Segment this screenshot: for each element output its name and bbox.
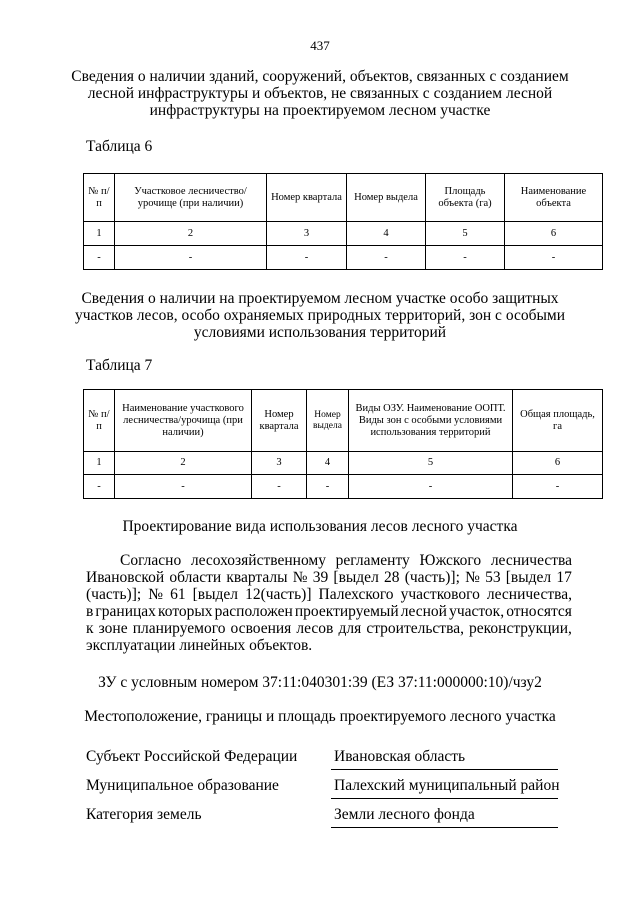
heading-line: лесной инфраструктуры и объектов, не связанных с созданием лесной <box>87 85 553 102</box>
section-title: Проектирование вида использования лесов лесного участка <box>122 518 518 535</box>
table-number-row <box>84 452 603 475</box>
table6 <box>83 173 603 270</box>
word: 61 <box>170 586 186 603</box>
header-cell: Площадь объекта (га) <box>426 174 505 222</box>
word: 28 <box>384 569 400 586</box>
word: лесохозяйственному <box>190 552 326 569</box>
data-cell: - <box>505 246 603 270</box>
heading-line: Сведения о наличии зданий, сооружений, объектов, связанных с созданием <box>71 68 569 85</box>
header-cell: Номер квартала <box>252 390 307 452</box>
field-row <box>86 777 558 801</box>
header-cell: № п/п <box>84 174 115 222</box>
data-cell: - <box>426 246 505 270</box>
table-row <box>84 475 603 499</box>
table6-label: Таблица 6 <box>86 138 153 155</box>
word: участок, <box>449 603 505 620</box>
word: лесов <box>296 620 334 637</box>
field-label: Категория земель <box>86 806 202 823</box>
field-value: Ивановская область <box>331 748 558 770</box>
number-cell: 1 <box>84 452 115 475</box>
word: 39 <box>312 569 329 586</box>
data-cell: - <box>84 246 115 270</box>
word: № <box>292 569 308 586</box>
heading-line: условиями использования территорий <box>193 324 447 341</box>
number-cell: 2 <box>115 452 252 475</box>
field-row <box>86 748 558 772</box>
data-cell: - <box>349 475 513 499</box>
word: лесничества, <box>486 586 572 603</box>
table-number-row <box>84 222 603 246</box>
number-cell: 2 <box>115 222 267 246</box>
number-cell: 4 <box>307 452 349 475</box>
word: № <box>465 569 480 586</box>
location-title: Местоположение, границы и площадь проектируемого лесного участка <box>84 708 556 725</box>
number-cell: 5 <box>426 222 505 246</box>
word: к <box>86 620 94 637</box>
word: для <box>338 620 362 637</box>
word: лесной <box>400 603 447 620</box>
field-row <box>86 806 558 830</box>
paragraph-line <box>86 620 572 637</box>
word: [выдел <box>192 586 239 603</box>
heading-line: Сведения о наличии на проектируемом лесном участке особо защитных <box>81 290 559 307</box>
heading-line: участков лесов, особо охраняемых природных территорий, зон с особыми <box>75 307 565 324</box>
header-cell: Номер выдела <box>347 174 426 222</box>
header-cell: № п/п <box>84 390 115 452</box>
word: строительства, <box>366 620 464 637</box>
heading-buildings <box>70 68 570 119</box>
heading-protected-areas <box>70 290 570 341</box>
word: Ивановской <box>86 569 165 586</box>
word: области <box>169 569 222 586</box>
data-cell: - <box>115 246 267 270</box>
header-cell: Номер квартала <box>267 174 347 222</box>
word: реконструкции, <box>469 620 572 637</box>
regulation-paragraph <box>86 552 572 654</box>
word: зоне <box>98 620 128 637</box>
word: № <box>148 586 164 603</box>
word: которых <box>158 603 213 620</box>
table-header-row <box>84 174 603 222</box>
table7-label: Таблица 7 <box>86 357 153 374</box>
number-cell: 1 <box>84 222 115 246</box>
word: расположен <box>214 603 293 620</box>
data-cell: - <box>307 475 349 499</box>
table7 <box>83 389 603 499</box>
word: проектируемый <box>294 603 399 620</box>
word: [выдел <box>505 569 552 586</box>
heading-line: инфраструктуры на проектируемом лесном участке <box>149 102 491 119</box>
field-value: Земли лесного фонда <box>331 806 558 828</box>
word: (часть)]; <box>86 586 142 603</box>
word: эксплуатации линейных объектов. <box>86 637 313 654</box>
header-cell: Виды ОЗУ. Наименование ООПТ. Виды зон с особыми условиями использования территорий <box>349 390 513 452</box>
data-cell: - <box>347 246 426 270</box>
data-cell: - <box>513 475 603 499</box>
paragraph-line <box>86 637 572 654</box>
paragraph-line <box>86 586 572 603</box>
number-cell: 3 <box>267 222 347 246</box>
word: [выдел <box>333 569 379 586</box>
word: Южского <box>419 552 482 569</box>
header-cell: Наименование объекта <box>505 174 603 222</box>
word: 12(часть)] <box>245 586 312 603</box>
word: относятся <box>506 603 572 620</box>
word: планируемого <box>132 620 226 637</box>
field-label: Субъект Российской Федерации <box>86 748 298 765</box>
word: лесничества <box>490 552 572 569</box>
paragraph-line <box>86 569 572 586</box>
number-cell: 6 <box>505 222 603 246</box>
page-number: 437 <box>310 38 330 53</box>
header-cell: Общая площадь, га <box>513 390 603 452</box>
paragraph-line <box>86 552 572 569</box>
field-label: Муниципальное образование <box>86 777 279 794</box>
land-plot-number: ЗУ с условным номером 37:11:040301:39 (ЕЗ 37:11:000000:10)/чзу2 <box>98 674 542 691</box>
word: Согласно <box>120 552 182 569</box>
header-cell: Наименование участкового лесничества/урочища (при наличии) <box>115 390 252 452</box>
word: 17 <box>556 569 572 586</box>
header-cell: Номер выдела <box>307 390 349 452</box>
data-cell: - <box>84 475 115 499</box>
word: регламенту <box>335 552 410 569</box>
number-cell: 4 <box>347 222 426 246</box>
header-cell: Участковое лесничество/урочище (при наличии) <box>115 174 267 222</box>
word: освоения <box>230 620 292 637</box>
paragraph-line <box>86 603 572 620</box>
word: 53 <box>485 569 501 586</box>
number-cell: 6 <box>513 452 603 475</box>
word: в <box>86 603 94 620</box>
word: кварталы <box>226 569 288 586</box>
field-value: Палехский муниципальный район <box>331 777 558 799</box>
table-row <box>84 246 603 270</box>
word: Палехского <box>318 586 394 603</box>
word: (часть)]; <box>404 569 460 586</box>
word: участкового <box>400 586 480 603</box>
number-cell: 3 <box>252 452 307 475</box>
data-cell: - <box>267 246 347 270</box>
word: границах <box>95 603 156 620</box>
table-header-row <box>84 390 603 452</box>
data-cell: - <box>115 475 252 499</box>
number-cell: 5 <box>349 452 513 475</box>
data-cell: - <box>252 475 307 499</box>
